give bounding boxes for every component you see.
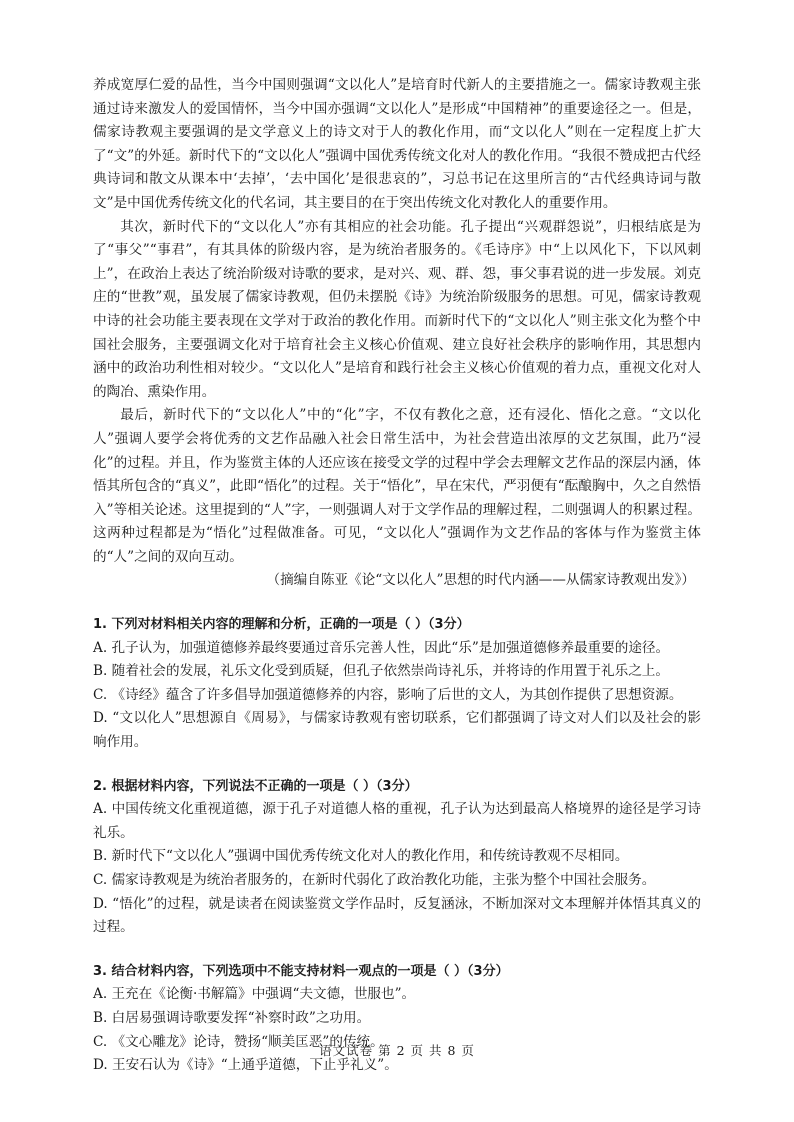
article-paragraph-3: 最后，新时代下的“文以化人”中的“化”字，不仅有教化之意，还有浸化、悟化之意。“文以化人”强调人要学会将优秀的文艺作品融入社会日常生活中，为社会营造出浓厚的文艺氛围，此乃“浸化”的过程。并且，作为鉴赏主体的人还应该在接受文学的过程中学会去理解文艺作品的深层内涵，体悟其所包含的“真义”，此即“悟化”的过程。关于“悟化”，早在宋代，严羽便有“酝酿胸中，久之自然悟入”等相关论述。这里提到的“人”字，一则强调人对于文学作品的理解过程，二则强调人的积累过程。这两种过程都是为“悟化”过程做准备。可见，“文以化人”强调作为文艺作品的客体与作为鉴赏主体的“人”之间的双向互动。 <box>93 407 701 565</box>
page-footer: 语文试卷 第 2 页 共 8 页 <box>319 1043 475 1058</box>
article-paragraph-2: 其次，新时代下的“文以化人”亦有其相应的社会功能。孔子提出“兴观群怨说”，归根结底是为了“事父”“事君”，有其具体的阶级内容，是为统治者服务的。《毛诗序》中“上以风化下，下以风刺上”，在政治上表达了统治阶级对诗歌的要求，是对兴、观、群、怨，事父事君说的进一步发展。刘克庄的“世教”观，虽发展了儒家诗教观，但仍未摆脱《诗》为统治阶级服务的思想。可见，儒家诗教观中诗的社会功能主要表现在文学对于政治的教化作用。而新时代下的“文以化人”则主张文化为整个中国社会服务，主要强调文化对于培育社会主义核心价值观、建立良好社会秩序的影响作用，其思想内涵中的政治功利性相对较少。“文以化人”是培育和践行社会主义核心价值观的着力点，重视文化对人的陶冶、熏染作用。 <box>93 218 701 400</box>
option-d: D. “悟化”的过程，就是读者在阅读鉴赏文学作品时，反复涵泳，不断加深对文本理解并体悟其真义的过程。 <box>93 895 701 936</box>
option-c: C. 《文心雕龙》论诗，赞扬“顺美匡恶”的传统。 <box>93 1033 384 1050</box>
option-a: A. 中国传统文化重视道德，源于孔子对道德人格的重视，孔子认为达到最高人格境界的途径是学习诗礼乐。 <box>93 801 701 841</box>
option-b: B. 随着社会的发展，礼乐文化受到质疑，但孔子依然崇尚诗礼乐，并将诗的作用置于礼乐之上。 <box>93 663 669 680</box>
question-title: 1. 下列对材料相关内容的理解和分析，正确的一项是（ ）（3分） <box>93 617 470 633</box>
option-d: D. “文以化人”思想源自《周易》，与儒家诗教观有密切联系，它们都强调了诗文对人们以及社会的影响作用。 <box>93 710 701 751</box>
option-b: B. 白居易强调诗歌要发挥“补察时政”之功用。 <box>93 1009 371 1026</box>
option-c: C. 儒家诗教观是为统治者服务的，在新时代弱化了政治教化功能，主张为整个中国社会服务。 <box>93 872 656 888</box>
question-2 <box>93 775 701 940</box>
question-title: 2. 根据材料内容，下列说法不正确的一项是（ ）（3分） <box>93 778 418 794</box>
article-source: （摘编自陈亚《论“文以化人”思想的时代内涵——从儒家诗教观出发》） <box>266 572 695 589</box>
option-d: D. 王安石认为《诗》“上通乎道德，下止乎礼义”。 <box>93 1057 398 1074</box>
option-c: C. 《诗经》蕴含了许多倡导加强道德修养的内容，影响了后世的文人，为其创作提供了思想资源。 <box>93 686 683 703</box>
option-b: B. 新时代下“文以化人”强调中国优秀传统文化对人的教化作用，和传统诗教观不尽相同。 <box>93 848 629 865</box>
option-a: A. 王充在《论衡·书解篇》中强调“夫文德，世服也”。 <box>93 986 416 1003</box>
question-3 <box>93 960 701 1078</box>
article-paragraph-1: 养成宽厚仁爱的品性，当今中国则强调“文以化人”是培育时代新人的主要措施之一。儒家诗教观主张通过诗来激发人的爱国情怀，当今中国亦强调“文以化人”是形成“中国精神”的重要途径之一。但是，儒家诗教观主要强调的是文学意义上的诗文对于人的教化作用，而“文以化人”则在一定程度上扩大了“文”的外延。新时代下的“文以化人”强调中国优秀传统文化对人的教化作用。“我很不赞成把古代经典诗词和散文从课本中‘去掉’，‘去中国化’是很悲哀的”，习总书记在这里所言的“古代经典诗词与散文”是中国优秀传统文化的代名词，其主要目的在于突出传统文化对教化人的重要作用。 <box>93 77 701 211</box>
question-title: 3. 结合材料内容，下列选项中不能支持材料一观点的一项是（ ）（3分） <box>93 963 509 979</box>
question-1 <box>93 613 701 755</box>
exam-page <box>93 74 701 1078</box>
option-a: A. 孔子认为，加强道德修养最终要通过音乐完善人性，因此“乐”是加强道德修养最重要的途径。 <box>93 639 670 656</box>
reading-article <box>93 74 701 593</box>
